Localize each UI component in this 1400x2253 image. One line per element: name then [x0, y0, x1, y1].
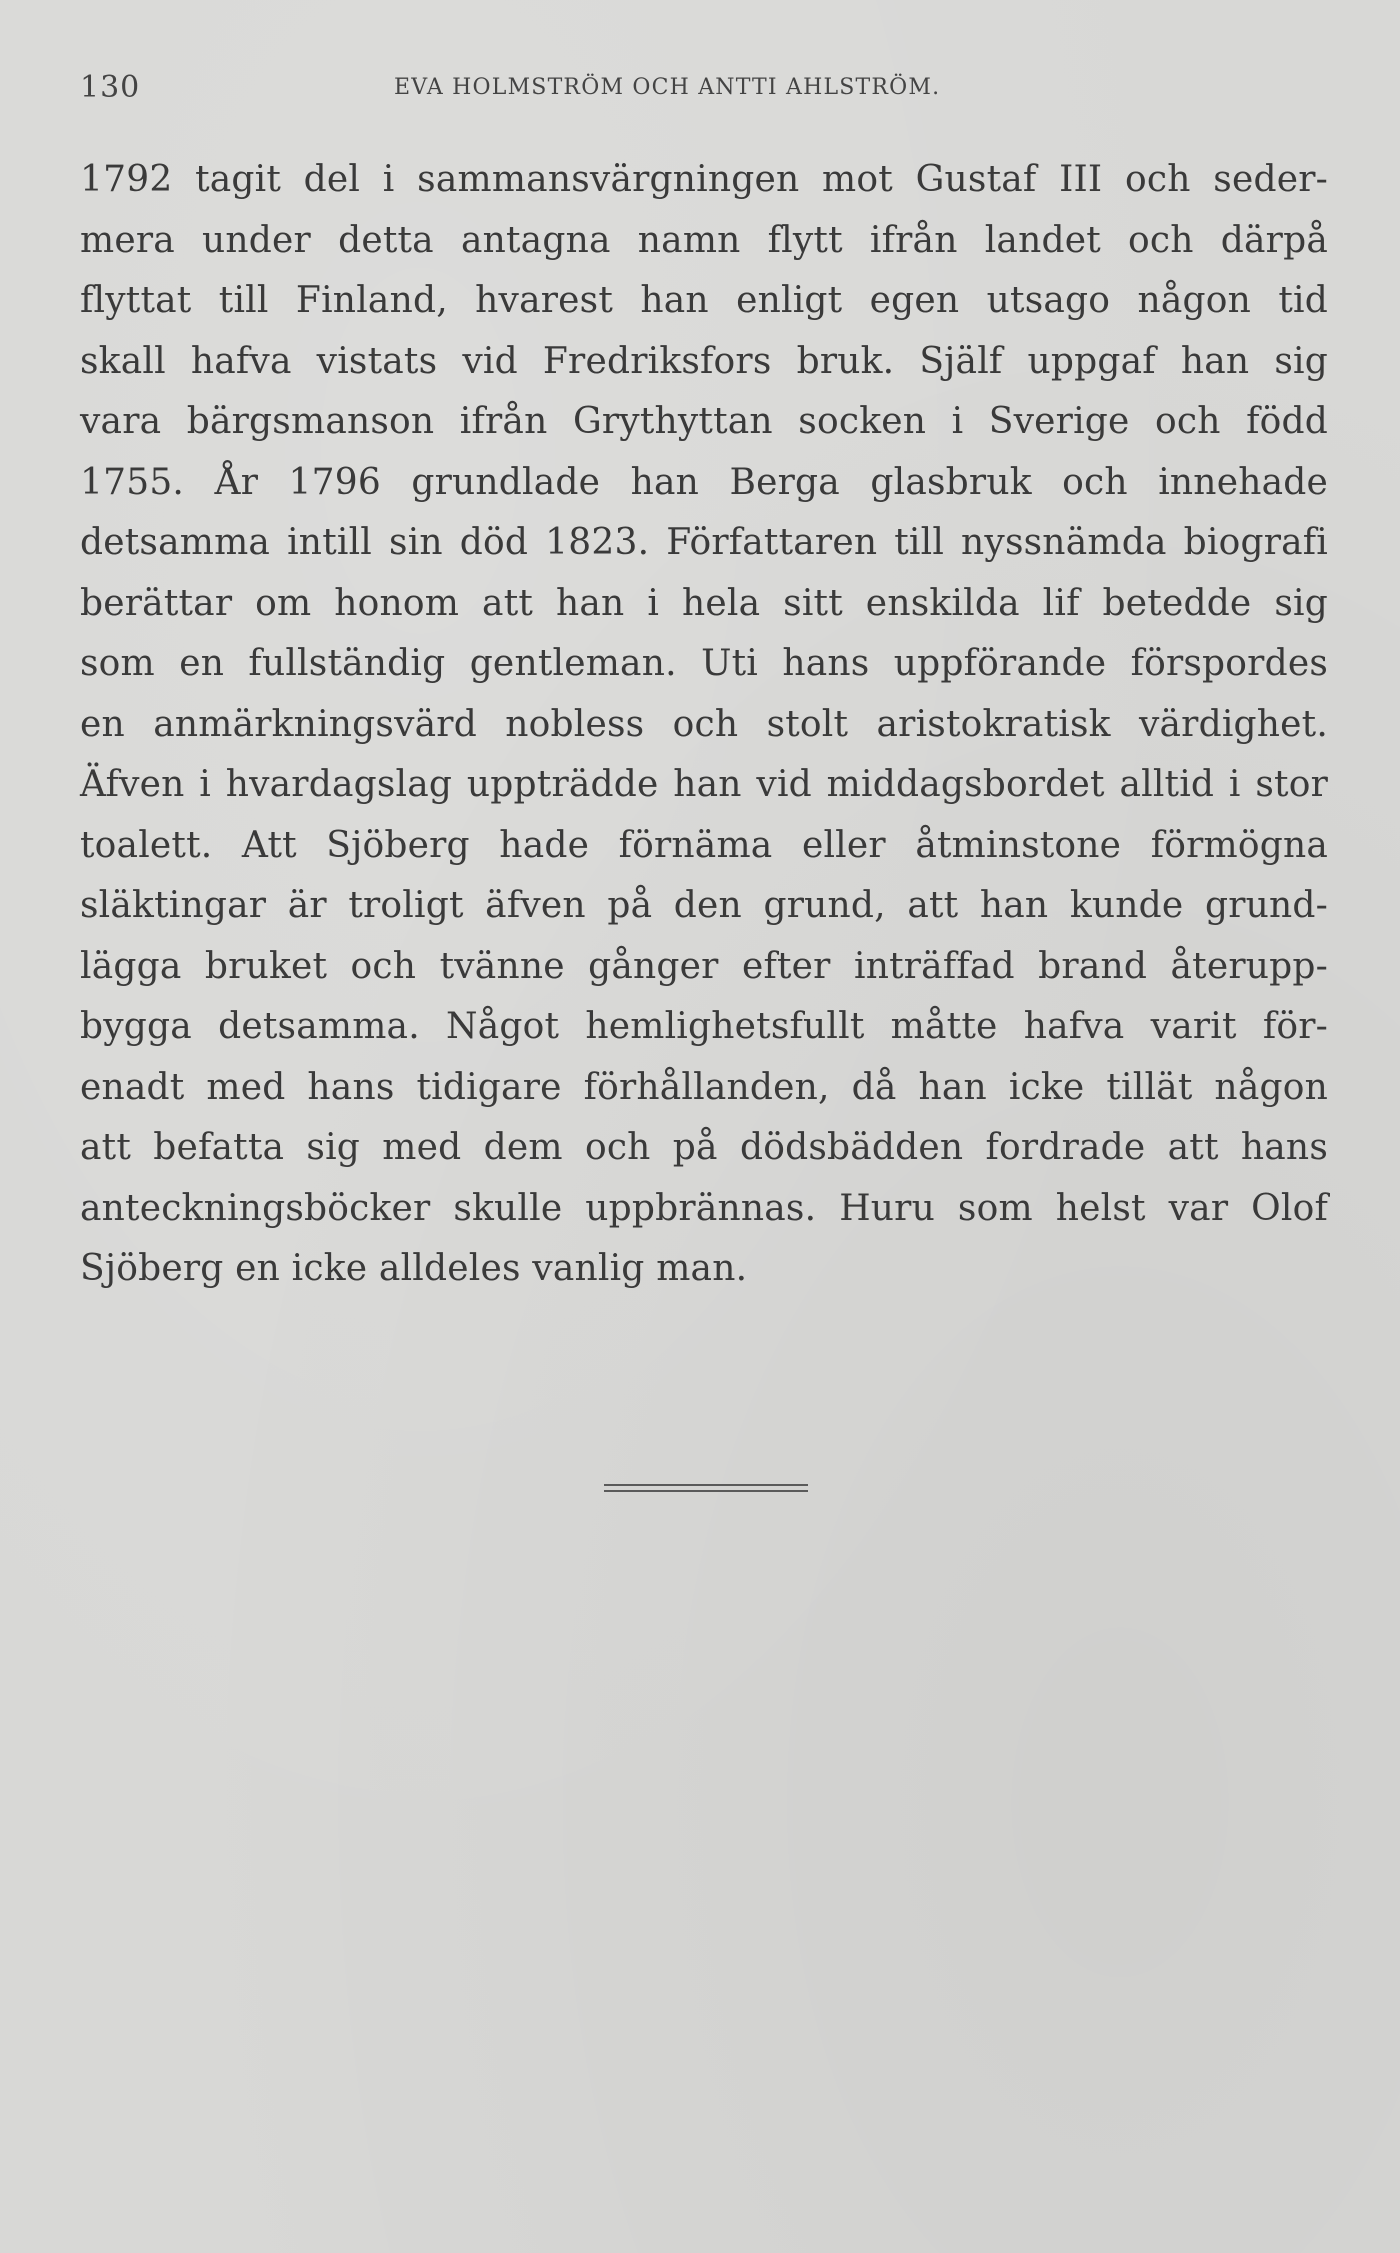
text-line: detsamma intill sin död 1823. Författaren till nyssnämda biografi — [80, 522, 1328, 563]
text-line: mera under detta antagna namn flytt ifrån landet och därpå — [80, 219, 1328, 261]
text-line: att befatta sig med dem och på dödsbädden fordrade att hans — [80, 1127, 1328, 1168]
text-line: en anmärkningsvärd nobless och stolt aristokratisk värdighet. — [80, 703, 1328, 745]
text-line: 1792 tagit del i sammansvärgningen mot Gustaf III och seder- — [80, 159, 1328, 200]
section-end-rule — [604, 1484, 808, 1494]
text-line: vara bärgsmanson ifrån Grythyttan socken i Sverige och född — [80, 401, 1328, 442]
text-line: enadt med hans tidigare förhållanden, då han icke tillät någon — [80, 1066, 1328, 1108]
text-line: 1755. År 1796 grundlade han Berga glasbruk och innehade — [80, 461, 1328, 503]
text-line: lägga bruket och tvänne gånger efter inträffad brand återupp- — [80, 945, 1328, 987]
text-line: Äfven i hvardagslag uppträdde han vid middagsbordet alltid i stor — [80, 764, 1328, 805]
running-head: EVA HOLMSTRÖM OCH ANTTI AHLSTRÖM. — [394, 75, 941, 100]
text-line: berättar om honom att han i hela sitt enskilda lif betedde sig — [80, 582, 1328, 624]
rule-line — [604, 1484, 808, 1486]
text-line: släktingar är troligt äfven på den grund, att han kunde grund- — [80, 885, 1328, 926]
text-line: skall hafva vistats vid Fredriksfors bruk. Själf uppgaf han sig — [80, 340, 1328, 382]
page-number: 130 — [80, 70, 141, 105]
rule-line — [604, 1490, 808, 1492]
text-line: Sjöberg en icke alldeles vanlig man. — [80, 1248, 748, 1289]
text-line: anteckningsböcker skulle uppbrännas. Huru som helst var Olof — [80, 1187, 1328, 1229]
text-line: flyttat till Finland, hvarest han enligt egen utsago någon tid — [80, 280, 1328, 321]
text-line: som en fullständig gentleman. Uti hans uppförande förspordes — [80, 643, 1328, 684]
page-header — [80, 70, 1328, 110]
text-line: bygga detsamma. Något hemlighetsfullt måtte hafva varit för- — [80, 1006, 1328, 1047]
text-line: toalett. Att Sjöberg hade förnäma eller åtminstone förmögna — [80, 824, 1328, 866]
body-paragraph — [80, 150, 1328, 1300]
